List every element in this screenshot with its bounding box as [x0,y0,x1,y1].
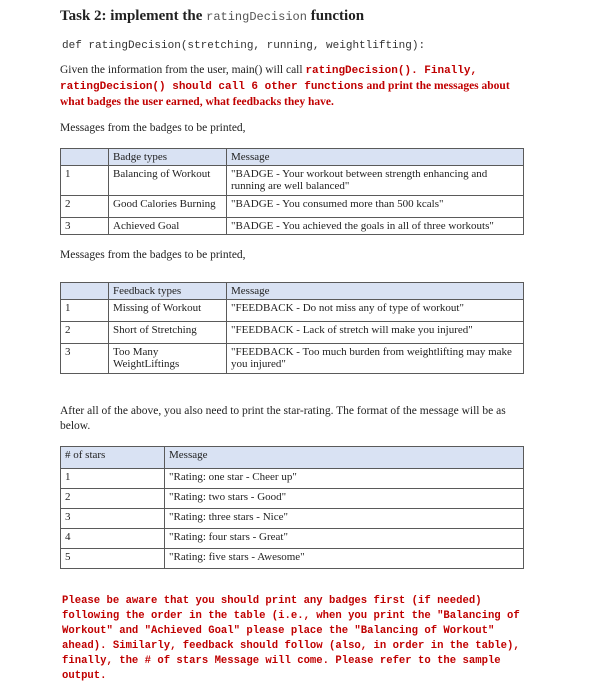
badges-header-num [61,149,109,166]
feedback-message: "FEEDBACK - Do not miss any of type of workout" [227,300,524,322]
badge-type: Achieved Goal [109,218,227,235]
badges-header-message: Message [227,149,524,166]
row-number: 2 [61,196,109,218]
row-number: 3 [61,344,109,374]
feedback-header-num [61,283,109,300]
star-count: 2 [61,489,165,509]
badges-header-row [61,149,524,166]
table-row [61,489,524,509]
star-rating-intro: After all of the above, you also need to print the star-rating. The format of the message will be as below. [60,405,506,432]
feedback-message: "FEEDBACK - Lack of stretch will make you injured" [227,322,524,344]
function-signature: def ratingDecision(stretching, running, weightlifting): [62,40,426,52]
table-row [61,300,524,322]
intro-part2: Finally, [417,65,478,77]
feedback-header-row [61,283,524,300]
heading-prefix: Task 2: implement the [60,8,207,24]
table-row [61,166,524,196]
table-row [61,218,524,235]
badge-message: "BADGE - Your workout between strength enhancing and running are well balanced" [227,166,524,196]
row-number: 1 [61,300,109,322]
star-count: 3 [61,509,165,529]
table-row [61,469,524,489]
intro-part1: Given the information from the user, main() will call [60,64,306,76]
badge-message: "BADGE - You achieved the goals in all of three workouts" [227,218,524,235]
star-count: 5 [61,549,165,569]
task-heading [60,8,364,25]
feedback-header-message: Message [227,283,524,300]
feedback-header-type: Feedback types [109,283,227,300]
feedback-type: Too Many WeightLiftings [109,344,227,374]
stars-header-count: # of stars [61,447,165,469]
badges-header-type: Badge types [109,149,227,166]
star-message: "Rating: four stars - Great" [165,529,524,549]
table-row [61,549,524,569]
star-message: "Rating: five stars - Awesome" [165,549,524,569]
star-count: 1 [61,469,165,489]
feedback-message: "FEEDBACK - Too much burden from weightlifting may make you injured" [227,344,524,374]
table-row [61,196,524,218]
intro-code2: ratingDecision() should call 6 other functions [60,81,364,93]
badge-message: "BADGE - You consumed more than 500 kcals" [227,196,524,218]
ordering-note: Please be aware that you should print any badges first (if needed) following the order in the table (i.e., when you print the "Balancing of Workout" and "Achieved Goal" please place the "Balancing of Workout" ahead). Similarly, feedback should follow (also, in order in the table), finally, the # of stars Message will come. Please refer to the sample output. [62,595,520,682]
heading-suffix: function [306,8,365,24]
table-row [61,322,524,344]
row-number: 2 [61,322,109,344]
intro-code1: ratingDecision(). [305,65,418,77]
heading-function-name: ratingDecision [206,10,307,24]
badges-caption: Messages from the badges to be printed, [60,122,246,134]
star-count: 4 [61,529,165,549]
star-message: "Rating: three stars - Nice" [165,509,524,529]
feedback-caption: Messages from the badges to be printed, [60,249,246,261]
table-row [61,344,524,374]
row-number: 1 [61,166,109,196]
intro-part3: and print the messages about what badges the user earned, what feedbacks they have. [60,80,510,108]
badge-type: Balancing of Workout [109,166,227,196]
stars-header-message: Message [165,447,524,469]
stars-table [60,446,524,569]
star-message: "Rating: two stars - Good" [165,489,524,509]
intro-paragraph [60,63,530,110]
feedback-type: Missing of Workout [109,300,227,322]
table-row [61,509,524,529]
table-row [61,529,524,549]
badges-table [60,148,524,235]
feedback-type: Short of Stretching [109,322,227,344]
stars-header-row [61,447,524,469]
row-number: 3 [61,218,109,235]
star-message: "Rating: one star - Cheer up" [165,469,524,489]
badge-type: Good Calories Burning [109,196,227,218]
feedback-table [60,282,524,374]
